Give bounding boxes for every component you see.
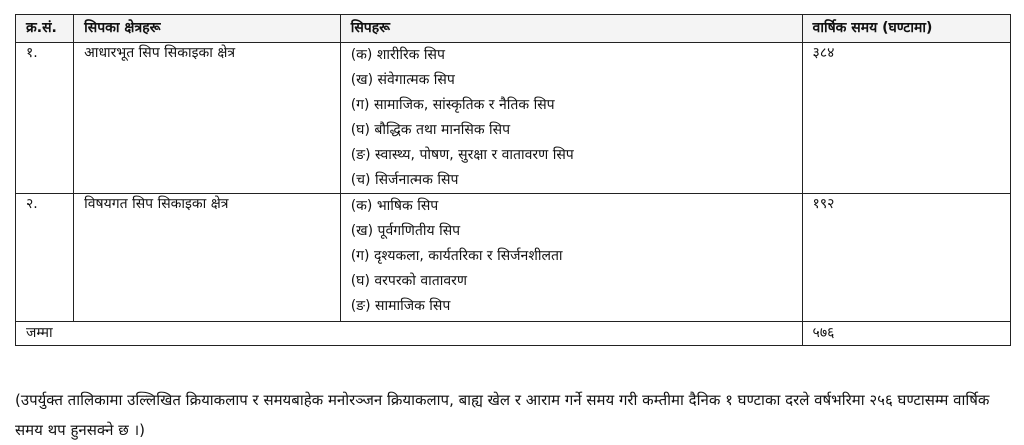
skill-item: (ख) पूर्वगणितीय सिप xyxy=(350,223,461,239)
skill-item: (ख) संवेगात्मक सिप xyxy=(350,72,455,88)
header-serial-number: क्र.सं. xyxy=(16,15,74,43)
table-total-row xyxy=(16,322,1011,346)
table-row xyxy=(16,43,1011,194)
row-annual-time: १९२ xyxy=(802,194,1010,322)
header-skills: सिपहरू xyxy=(340,15,802,43)
row-skills-list xyxy=(340,194,802,322)
row-serial-number: २. xyxy=(16,194,74,322)
header-skill-area: सिपका क्षेत्रहरू xyxy=(74,15,341,43)
skill-item: (ङ) सामाजिक सिप xyxy=(350,298,451,314)
row-serial-number: १. xyxy=(16,43,74,194)
skill-item: (क) भाषिक सिप xyxy=(350,198,439,214)
skills-time-table xyxy=(15,14,1011,346)
skill-item: (ग) सामाजिक, सांस्कृतिक र नैतिक सिप xyxy=(350,97,555,113)
row-skill-area: विषयगत सिप सिकाइका क्षेत्र xyxy=(74,194,341,322)
skill-item: (क) शारीरिक सिप xyxy=(350,47,445,63)
row-skills-list xyxy=(340,43,802,194)
row-skill-area: आधारभूत सिप सिकाइका क्षेत्र xyxy=(74,43,341,194)
footnote: (उपर्युक्त तालिकामा उल्लिखित क्रियाकलाप र समयबाहेक मनोरञ्जन क्रियाकलाप, बाह्य खेल र आराम गर्ने समय गरी कम्तीमा दैनिक १ घण्टाका दरले वर्षभरिमा २५६ घण्टासम्म वार्षिक समय थप हुनसक्ने छ ।) xyxy=(15,391,990,439)
table-row xyxy=(16,194,1011,322)
skill-item: (घ) वरपरको वातावरण xyxy=(350,273,468,289)
skill-item: (ङ) स्वास्थ्य, पोषण, सुरक्षा र वातावरण सिप xyxy=(350,147,574,163)
skill-item: (ग) दृश्यकला, कार्यतरिका र सिर्जनशीलता xyxy=(350,248,563,264)
total-label: जम्मा xyxy=(16,322,803,346)
row-annual-time: ३८४ xyxy=(802,43,1010,194)
skill-item: (घ) बौद्धिक तथा मानसिक सिप xyxy=(350,122,511,138)
total-value: ५७६ xyxy=(802,322,1010,346)
table-header-row xyxy=(16,15,1011,43)
skill-item: (च) सिर्जनात्मक सिप xyxy=(350,172,459,188)
header-annual-time: वार्षिक समय (घण्टामा) xyxy=(802,15,1010,43)
